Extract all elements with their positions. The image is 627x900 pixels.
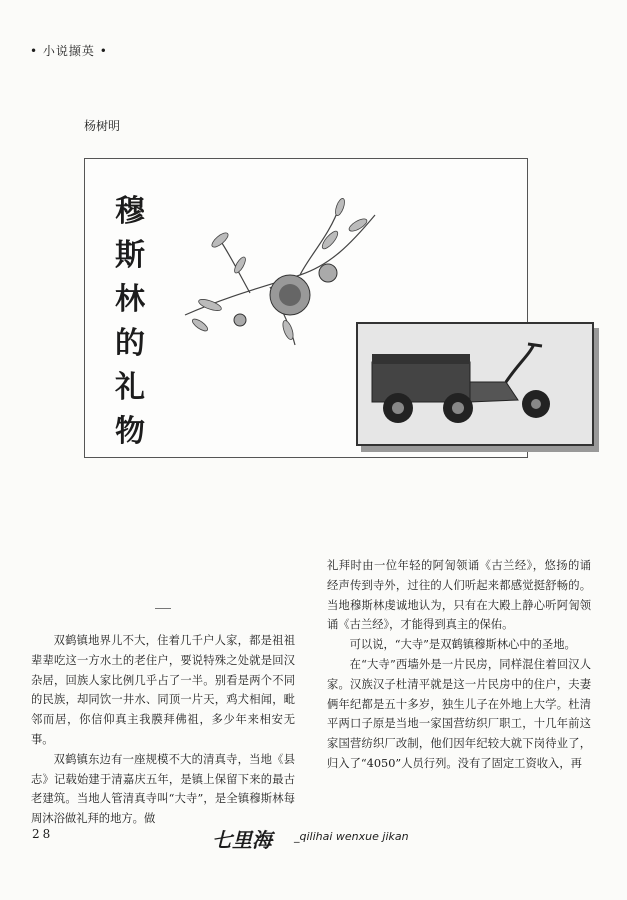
author-name: 杨树明 (84, 119, 121, 133)
title-char: 林 (115, 282, 145, 317)
section-tag: • 小说撷英 • (30, 44, 108, 58)
text-column-right (327, 556, 591, 774)
title-char: 的 (115, 326, 145, 361)
paragraph: 可以说，“大寺”是双鹤镇穆斯林心中的圣地。 (349, 638, 576, 652)
page-number: 28 (32, 827, 54, 841)
paragraph: 双鹤镇地界儿不大，住着几千户人家，都是祖祖辈辈吃这一方水土的老住户，要说特殊之处就是回汉杂居，回族人家比例几乎占了一半。别看是两个不同的民族，却同饮一井水、同顶一片天，鸡犬相闻，毗邻而居，你信仰真主我膜拜佛祖，多少年来相安无事。 (31, 634, 295, 746)
flower-branch-illustration (180, 195, 380, 355)
paragraph: 双鹤镇东边有一座规模不大的清真寺，当地《县志》记载始建于清嘉庆五年，是镇上保留下来的最古老建筑。当地人管清真寺叫“大寺”，是全镇穆斯林每周沐浴做礼拜的地方。做 (31, 752, 295, 826)
paragraph: 在“大寺”西墙外是一片民房，同样混住着回汉人家。汉族汉子杜清平就是这一片民房中的住户，夫妻俩年纪都是五十多岁，独生儿子在外地上大学。杜清平两口子原是当地一家国营纺织厂职工，十几年前这家国营纺织厂改制，他们因年纪较大就下岗待业了，归入了“4050”人员行列。没有了固定工资收入，再 (327, 657, 591, 770)
text-column-left (31, 631, 295, 829)
tricycle-icon (358, 324, 592, 444)
title-char: 物 (115, 414, 145, 449)
tricycle-photo (356, 322, 594, 446)
title-char: 穆 (115, 194, 145, 229)
title-char: 斯 (115, 238, 145, 273)
article-title (112, 190, 148, 454)
column-divider (155, 608, 171, 609)
magazine-logo: 七里海 (212, 828, 272, 852)
title-char: 礼 (115, 370, 145, 405)
magazine-name-romanized: _qilihai wenxue jikan (294, 830, 409, 843)
paragraph: 礼拜时由一位年轻的阿訇领诵《古兰经》，悠扬的诵经声传到寺外，过往的人们听起来都感觉挺舒畅的。当地穆斯林虔诚地认为，只有在大殿上静心听阿訇领诵《古兰经》，才能得到真主的保佑。 (327, 559, 591, 632)
